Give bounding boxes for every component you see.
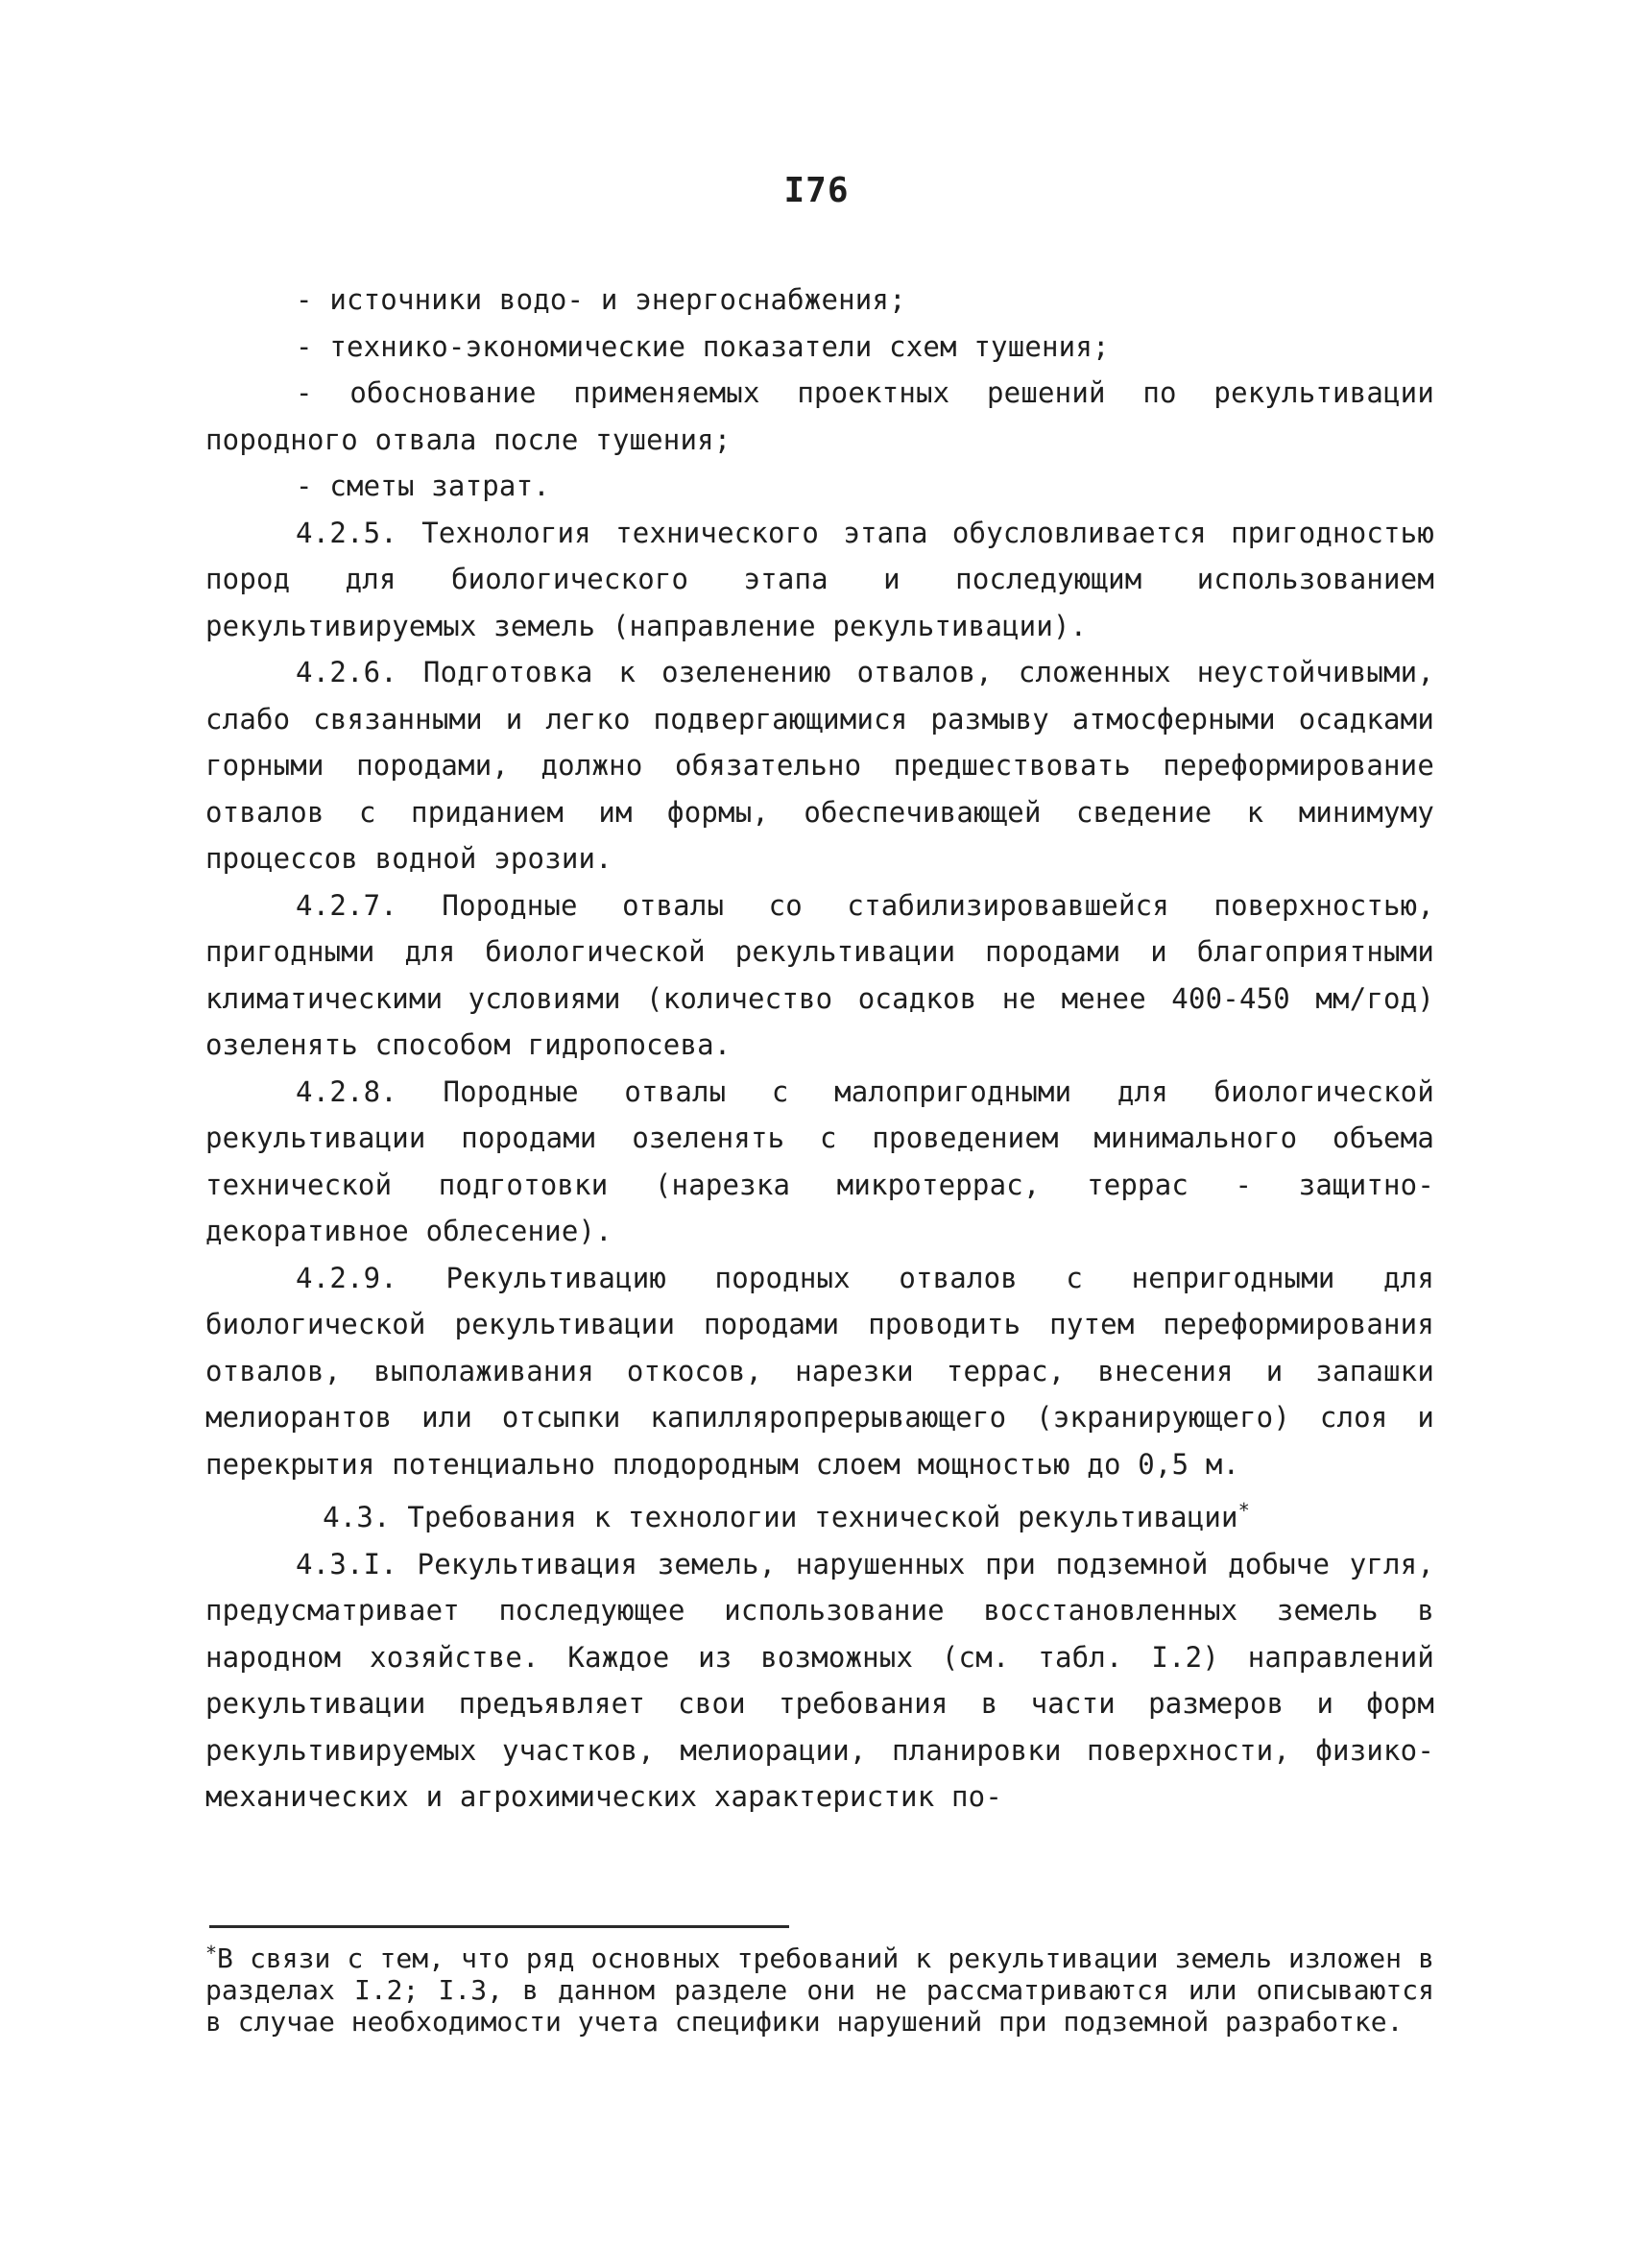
list-item-economic-indicators: - технико-экономические показатели схем тушения;	[296, 329, 1110, 363]
list-item-design-justification: - обоснование применяемых проектных решений по рекультивации породного отвала после тушения;	[205, 376, 1434, 456]
paragraph-4-3-1: 4.3.I. Рекультивация земель, нарушенных при подземной добыче угля, предусматривает последующее использование восстановленных земель в народном хозяйстве. Каждое из возможных (см. табл. I.2) направлений рекультивации предъявляет свои требования в части размеров и форм рекультивируемых участков, мелиорации, планировки поверхности, физико-механических и агрохимических характеристик по-	[205, 1547, 1434, 1813]
footnote-text: В связи с тем, что ряд основных требований к рекультивации земель изложен в разделах I.2; I.3, в данном разделе они не рассматриваются или описываются в случае необходимости учета специфики нарушений при подземной разработке.	[205, 1942, 1434, 2038]
section-heading-4-3	[205, 1487, 1434, 1541]
list-item-cost-estimates: - сметы затрат.	[296, 470, 550, 502]
paragraph-4-2-7: 4.2.7. Породные отвалы со стабилизировавшейся поверхностью, пригодными для биологической рекультивации породами и благоприятными климатическими условиями (количество осадков не менее 400-450 мм/год) озеленять способом гидропосева.	[205, 888, 1434, 1061]
footnote	[205, 1938, 1434, 2038]
paragraph-4-2-8: 4.2.8. Породные отвалы с малопригодными для биологической рекультивации породами озеленять с проведением минимального объема технической подготовки (нарезка микротеррас, террас - защитно-декоративное облесение).	[205, 1074, 1434, 1247]
footnote-marker: *	[205, 1942, 218, 1965]
footnote-body	[205, 1938, 1434, 2038]
paragraph-4-2-9: 4.2.9. Рекультивацию породных отвалов с непригодными для биологической рекультивации породами проводить путем переформирования отвалов, выполаживания откосов, нарезки террас, внесения и запашки мелиорантов или отсыпки капилляропрерывающего (экранирующего) слоя и перекрытия потенциально плодородным слоем мощностью до 0,5 м.	[205, 1261, 1434, 1481]
paragraph-4-2-6: 4.2.6. Подготовка к озеленению отвалов, сложенных неустойчивыми, слабо связанными и легко подвергающимися размыву атмосферными осадками горными породами, должно обязательно предшествовать переформирование отвалов с приданием им формы, обеспечивающей сведение к минимуму процессов водной эрозии.	[205, 656, 1434, 875]
list-item-water-energy: - источники водо- и энергоснабжения;	[296, 283, 906, 316]
main-text	[205, 277, 1434, 1821]
paragraph-4-2-5: 4.2.5. Технология технического этапа обусловливается пригодностью пород для биологического этапа и последующим использованием рекультивируемых земель (направление рекультивации).	[205, 516, 1434, 642]
footnote-reference-marker: *	[1237, 1499, 1250, 1522]
page-number: I76	[783, 171, 850, 210]
footnote-divider	[209, 1925, 789, 1928]
section-heading-text: 4.3. Требования к технологии технической рекультивации	[323, 1501, 1238, 1533]
